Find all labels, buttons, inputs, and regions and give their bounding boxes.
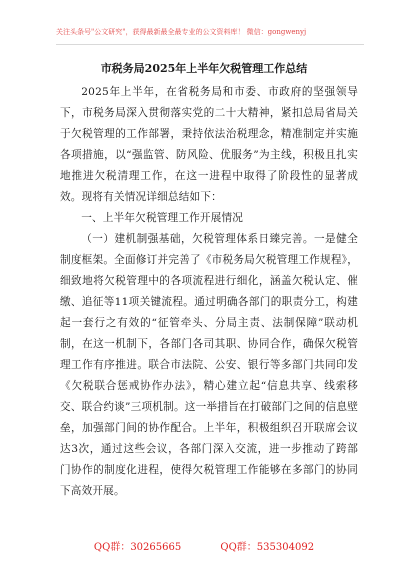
qq-group-1: QQ群：30265665: [93, 542, 182, 553]
qq-group-2: QQ群：535304092: [220, 542, 315, 553]
footer-contact: [0, 538, 408, 553]
document-title: 市税务局2025年上半年欠税管理工作总结: [100, 62, 308, 75]
header-promo-text: 关注头条号"公文研究"，获得最新最全最专业的公文资料库！ 微信：gongwenyj: [56, 28, 307, 36]
header-divider: [56, 44, 364, 45]
section-heading: 一、上半年欠税管理工作开展情况: [81, 212, 244, 224]
document-body: [60, 82, 358, 502]
subsection-paragraph: （一）建机制强基础，欠税管理体系日臻完善。一是健全制度框架。全面修订并完善了《市税务局欠税管理工作规程》，细致地将欠税管理中的各项流程进行细化，涵盖欠税认定、催缴、追征等11项关键流程。通过明确各部门的职责分工，构建起一套行之有效的“征管牵头、分局主责、法制保障”联动机制，在这一机制下，各部门各司其职、协同合作，确保欠税管理工作有序推进。联合市法院、公安、银行等多部门共同印发《欠税联合惩戒协作办法》，精心建立起“信息共享、线索移交、联合约谈”三项机制。这一举措旨在打破部门之间的信息壁垒，加强部门间的协作配合。上半年，积极组织召开联席会议达3次，通过这些会议，各部门深入交流，进一步推动了跨部门协作的制度化进程，使得欠税管理工作能够在多部门的协同下高效开展。: [60, 233, 358, 497]
intro-paragraph: 2025年上半年，在省税务局和市委、市政府的坚强领导下，市税务局深入贯彻落实党的二十大精神，紧扣总局省局关于欠税管理的工作部署，秉持依法治税理念，精准制定并实施各项措施，以“强监管、防风险、优服务”为主线，积极且扎实地推进欠税清理工作，在这一进程中取得了阶段性的显著成效。现将有关情况详细总结如下：: [60, 86, 358, 203]
